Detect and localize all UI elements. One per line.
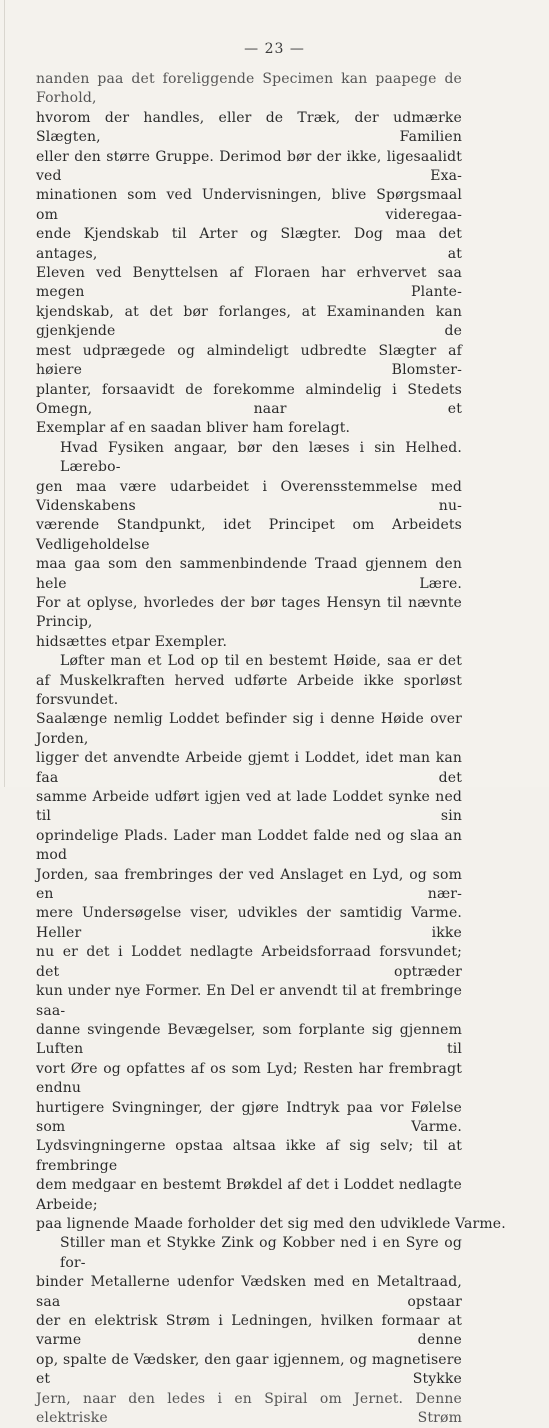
text-line: hvorom der handles, eller de Træk, der udmærke Slægten, Familien (36, 109, 462, 146)
text-line: nanden paa det foreliggende Specimen kan paapege de Forhold, (36, 71, 462, 107)
text-line: nu er det i Loddet nedlagte Arbeidsforraad forsvundet; det optræder (36, 944, 462, 980)
text-line: eller den større Gruppe. Derimod bør der ikke, ligesaalidt ved Exa- (36, 148, 462, 185)
page-edge-shadow (4, 0, 5, 787)
text-line: oprindelige Plads. Lader man Loddet falde ned og slaa an mod (36, 827, 462, 864)
text-line: hurtigere Svingninger, der gjøre Indtryk paa vor Følelse som Varme. (36, 1099, 462, 1135)
text-line: danne svingende Bevægelser, som forplante sig gjennem Luften til (36, 1021, 462, 1058)
text-line: Lydsvingningerne opstaa altsaa ikke af sig selv; til at frembringe (36, 1138, 462, 1174)
text-line: Saalænge nemlig Loddet befinder sig i denne Høide over Jorden, (36, 711, 462, 747)
text-line: kjendskab, at det bør forlanges, at Examinanden kan gjenkjende de (36, 303, 462, 340)
text-line: op, spalte de Vædsker, den gaar igjennem, og magnetisere et Stykke (36, 1351, 462, 1388)
text-line: kun under nye Former. En Del er anvendt til at frembringe saa- (36, 983, 462, 1019)
text-line: ligger det anvendte Arbeide gjemt i Loddet, idet man kan faa det (36, 750, 462, 786)
text-line: samme Arbeide udført igjen ved at lade Loddet synke ned til sin (36, 789, 462, 825)
text-line: værende Standpunkt, idet Principet om Arbeidets Vedligeholdelse (36, 517, 462, 553)
text-line: For at oplyse, hvorledes der bør tages Hensyn til nævnte Princip, (36, 594, 462, 631)
text-line: Jorden, saa frembringes der ved Anslaget en Lyd, og som en nær- (36, 866, 462, 903)
text-line: af Muskelkraften herved udførte Arbeide ikke sporløst forsvundet. (36, 672, 462, 708)
text-line: mest udprægede og almindeligt udbredte Slægter af høiere Blomster- (36, 342, 462, 379)
text-line: gen maa være udarbeidet i Overensstemmelse med Videnskabens nu- (36, 478, 462, 514)
text-line: binder Metallerne udenfor Vædsken med en Metaltraad, saa opstaar (36, 1274, 462, 1310)
text-line: planter, forsaavidt de forekomme almindelig i Stedets Omegn, naar et (36, 381, 462, 417)
text-line: Eleven ved Benyttelsen af Floraen har erhvervet saa megen Plante- (36, 265, 462, 301)
text-line: maa gaa som den sammenbindende Traad gjennem den hele Lære. (36, 556, 462, 592)
text-line: Jern, naar den ledes i en Spiral om Jernet. Denne elektriske Strøm (36, 1390, 462, 1427)
paragraph-start: Løfter man et Lod op til en bestemt Høide, saa er det (60, 653, 462, 670)
page-number: — 23 — (244, 41, 305, 57)
text-line: hidsættes etpar Exempler. (36, 633, 228, 650)
text-line: dem medgaar en bestemt Brøkdel af det i Loddet nedlagte Arbeide; (36, 1177, 462, 1213)
paragraph-start: Stiller man et Stykke Zink og Kobber ned i en Syre og for- (60, 1235, 462, 1271)
text-line: ende Kjendskab til Arter og Slægter. Dog maa det antages, at (36, 226, 462, 262)
text-line: minationen som ved Undervisningen, blive Spørgsmaal om videregaa- (36, 187, 462, 223)
text-line: der en elektrisk Strøm i Ledningen, hvilken formaar at varme denne (36, 1313, 462, 1349)
paragraph-start: Hvad Fysiken angaar, bør den læses i sin Helhed. Lærebo- (60, 439, 462, 476)
text-line: mere Undersøgelse viser, udvikles der samtidig Varme. Heller ikke (36, 905, 462, 941)
text-line: paa lignende Maade forholder det sig med den udviklede Varme. (36, 1215, 506, 1232)
body-text (36, 70, 506, 1428)
text-line: Exemplar af en saadan bliver ham forelagt. (36, 420, 351, 437)
text-line: vort Øre og opfattes af os som Lyd; Resten har frembragt endnu (36, 1060, 462, 1097)
